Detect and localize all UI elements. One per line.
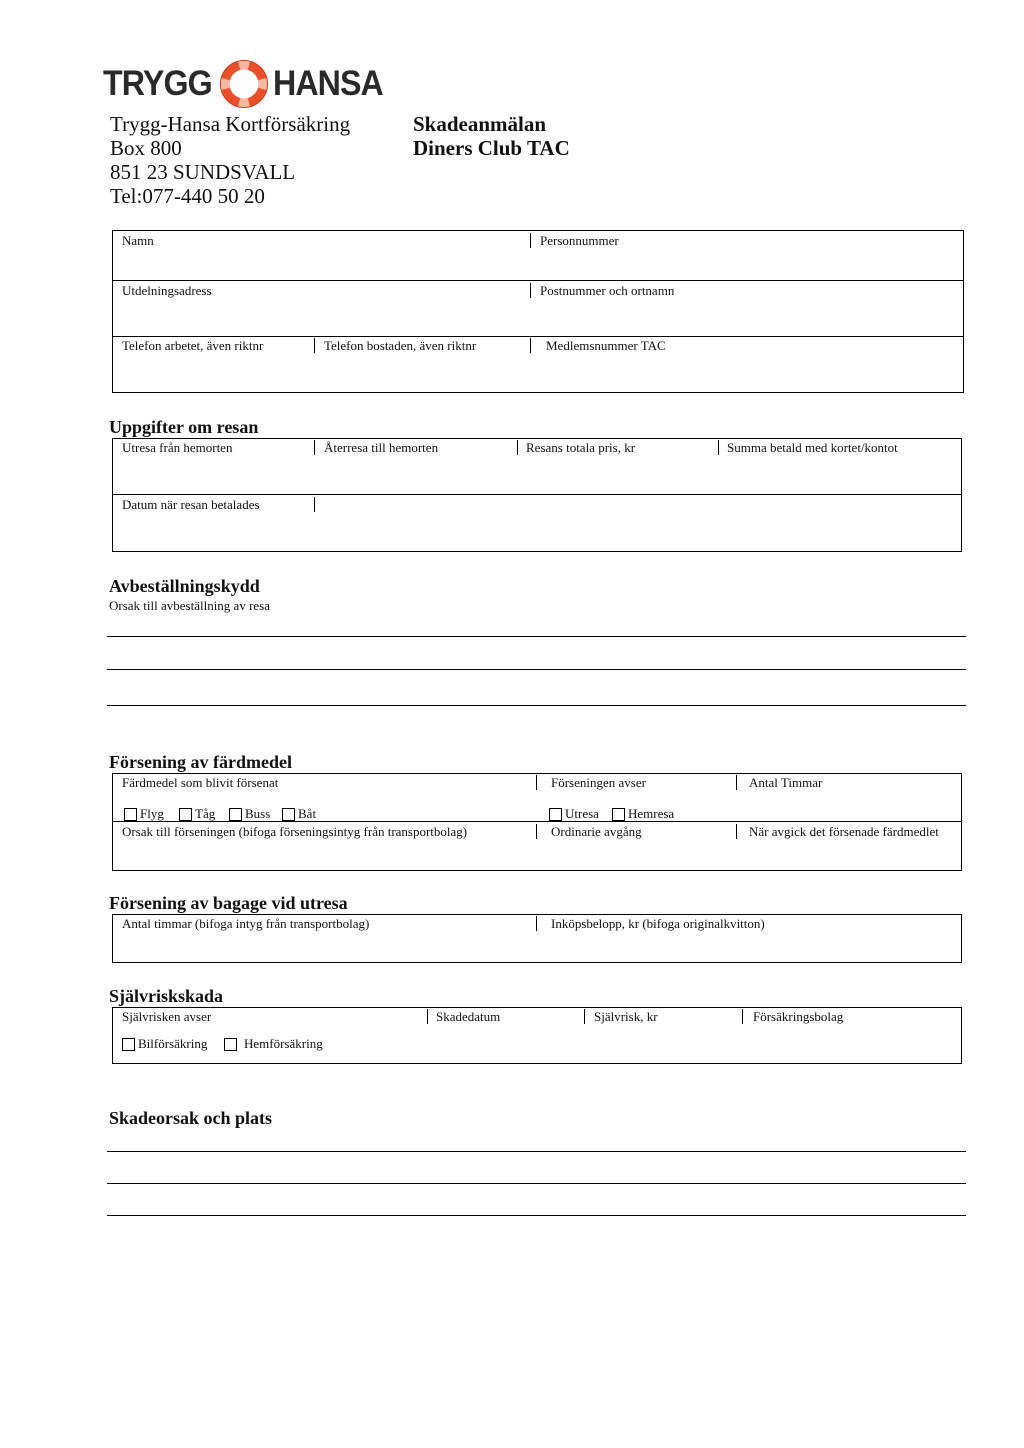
field-separator — [736, 824, 737, 839]
scheduled-departure-field[interactable]: Ordinarie avgång — [551, 824, 642, 839]
deductible-heading: Självriskskada — [109, 986, 224, 1006]
baggage-hours-field[interactable]: Antal timmar (bifoga intyg från transportbolag) — [122, 916, 370, 931]
field-separator — [742, 1009, 743, 1024]
member-number-field[interactable]: Medlemsnummer TAC — [546, 338, 666, 353]
checkbox-label: Bilförsäkring — [138, 1036, 208, 1051]
checkbox-boat[interactable] — [282, 806, 316, 822]
logo-word-right: HANSA — [273, 64, 384, 103]
checkbox-train[interactable] — [179, 806, 215, 822]
field-separator — [530, 283, 531, 298]
return-field[interactable]: Återresa till hemorten — [324, 440, 439, 455]
field-separator — [736, 775, 737, 790]
departure-field[interactable]: Utresa från hemorten — [122, 440, 233, 455]
field-separator — [427, 1009, 428, 1024]
address-line: Tel:077-440 50 20 — [110, 184, 265, 208]
delay-hours-field[interactable]: Antal Timmar — [749, 775, 823, 790]
personnummer-field[interactable]: Personnummer — [540, 233, 619, 248]
delay-reason-field[interactable]: Orsak till förseningen (bifoga förseningsintyg från transportbolag) — [122, 824, 468, 839]
checkbox-square[interactable] — [122, 1038, 135, 1051]
checkbox-label: Tåg — [195, 806, 216, 821]
checkbox-return-trip[interactable] — [612, 806, 674, 822]
writing-line[interactable] — [107, 636, 966, 637]
checkbox-label: Flyg — [140, 806, 164, 821]
postal-field[interactable]: Postnummer och ortnamn — [540, 283, 675, 298]
cancellation-heading: Avbeställningskydd — [109, 576, 260, 596]
personal-info-box — [112, 230, 964, 393]
writing-line[interactable] — [107, 669, 966, 670]
checkbox-label: Utresa — [565, 806, 599, 821]
payment-date-field[interactable]: Datum när resan betalades — [122, 497, 260, 512]
field-separator — [314, 338, 315, 353]
field-separator — [718, 440, 719, 455]
delay-concerns-label: Förseningen avser — [551, 775, 646, 790]
deductible-concerns-label: Självrisken avser — [122, 1009, 212, 1024]
phone-home-field[interactable]: Telefon bostaden, även riktnr — [324, 338, 477, 353]
deductible-amount-field[interactable]: Självrisk, kr — [594, 1009, 658, 1024]
document-title — [413, 112, 570, 160]
writing-line[interactable] — [107, 1183, 966, 1184]
row-divider — [112, 821, 962, 822]
baggage-heading: Försening av bagage vid utresa — [109, 893, 348, 913]
writing-line[interactable] — [107, 1215, 966, 1216]
trip-heading: Uppgifter om resan — [109, 417, 259, 437]
checkbox-square[interactable] — [229, 808, 242, 821]
checkbox-square[interactable] — [549, 808, 562, 821]
checkbox-car-insurance[interactable] — [122, 1036, 207, 1052]
field-separator — [584, 1009, 585, 1024]
cause-heading: Skadeorsak och plats — [109, 1108, 273, 1128]
address-line: 851 23 SUNDSVALL — [110, 160, 296, 184]
logo-word-left: TRYGG — [103, 64, 212, 103]
purchase-amount-field[interactable]: Inköpsbelopp, kr (bifoga originalkvitton) — [551, 916, 765, 931]
address-field[interactable]: Utdelningsadress — [122, 283, 212, 298]
paid-with-card-field[interactable]: Summa betald med kortet/kontot — [727, 440, 898, 455]
row-divider — [112, 494, 962, 495]
field-separator — [536, 916, 537, 931]
checkbox-label: Hemförsäkring — [244, 1036, 323, 1051]
checkbox-outbound[interactable] — [549, 806, 599, 822]
checkbox-label: Buss — [245, 806, 271, 821]
damage-date-field[interactable]: Skadedatum — [436, 1009, 501, 1024]
writing-line[interactable] — [107, 705, 966, 706]
writing-line[interactable] — [107, 1151, 966, 1152]
trip-box — [112, 438, 962, 552]
checkbox-home-insurance[interactable] — [224, 1036, 323, 1052]
checkbox-label: Hemresa — [628, 806, 675, 821]
field-separator — [530, 338, 531, 353]
field-separator — [536, 824, 537, 839]
vehicle-label: Färdmedel som blivit försenat — [122, 775, 279, 790]
checkbox-flight[interactable] — [124, 806, 164, 822]
row-divider — [112, 336, 964, 337]
title-line: Skadeanmälan — [413, 112, 547, 136]
trygg-hansa-logo — [103, 60, 393, 108]
field-separator — [314, 497, 315, 512]
trip-price-field[interactable]: Resans totala pris, kr — [526, 440, 636, 455]
delay-heading: Försening av färdmedel — [109, 752, 292, 772]
address-line: Box 800 — [110, 136, 182, 160]
insurance-company-field[interactable]: Försäkringsbolag — [753, 1009, 844, 1024]
field-separator — [536, 775, 537, 790]
checkbox-bus[interactable] — [229, 806, 270, 822]
checkbox-square[interactable] — [612, 808, 625, 821]
checkbox-square[interactable] — [124, 808, 137, 821]
checkbox-square[interactable] — [282, 808, 295, 821]
insurer-address — [110, 112, 350, 208]
cancellation-reason-label: Orsak till avbeställning av resa — [109, 598, 271, 613]
checkbox-label: Båt — [298, 806, 317, 821]
title-line: Diners Club TAC — [413, 136, 570, 160]
name-field[interactable]: Namn — [122, 233, 154, 248]
field-separator — [314, 440, 315, 455]
actual-departure-field[interactable]: När avgick det försenade färdmedlet — [749, 824, 939, 839]
checkbox-square[interactable] — [179, 808, 192, 821]
checkbox-square[interactable] — [224, 1038, 237, 1051]
lifebuoy-icon — [219, 59, 269, 109]
field-separator — [530, 233, 531, 248]
address-line: Trygg-Hansa Kortförsäkring — [110, 112, 351, 136]
phone-work-field[interactable]: Telefon arbetet, även riktnr — [122, 338, 264, 353]
row-divider — [112, 280, 964, 281]
field-separator — [517, 440, 518, 455]
